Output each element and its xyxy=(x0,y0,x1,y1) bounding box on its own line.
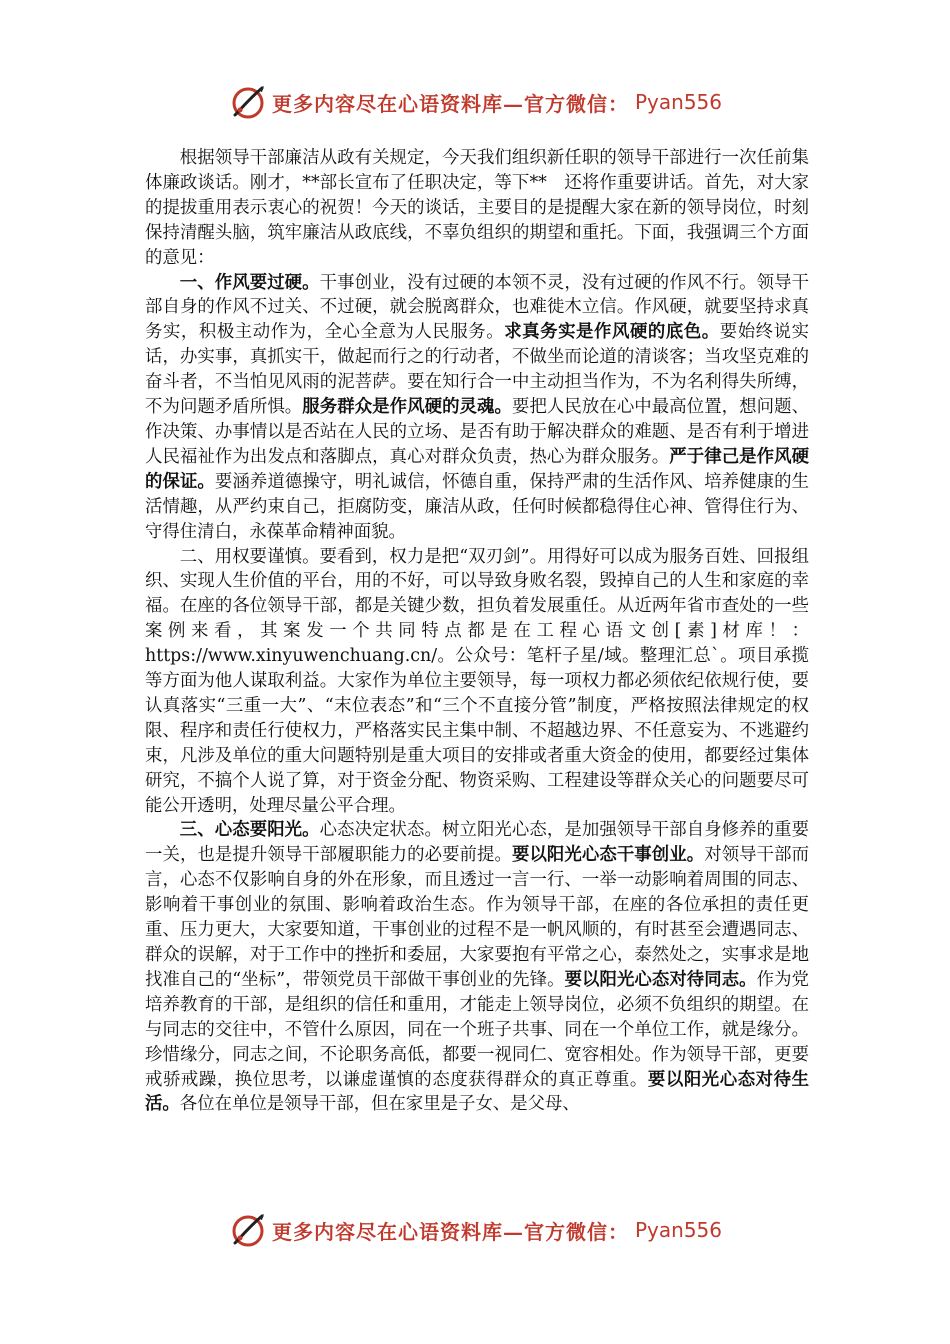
banner-text: 更多内容尽在心语资料库—官方微信： xyxy=(271,91,629,116)
bold-text: 要以阳光心态对待生活。 xyxy=(145,1069,809,1115)
banner-text: 更多内容尽在心语资料库—官方微信： xyxy=(271,1219,629,1244)
bold-text: 严于律己是作风硬的保证。 xyxy=(145,446,809,492)
body-text: 作为党培养教育的干部，是组织的信任和重用，才能走上领导岗位，必须不负组织的期望。在与同志的交往中，不管什么原因，同在一个班子共事、同在一个单位工作，就是缘分。珍惜缘分，同志之间，不论职务高低，都要一视同仁、宽容相处。作为领导干部，更要戒骄戒躁，换位思考，以谦虚谨慎的态度获得群众的真正尊重。 xyxy=(145,969,809,1090)
body-text: 各位在单位是领导干部，但在家里是子女、是父母、 xyxy=(179,1094,580,1115)
bold-text: 三、心态要阳光。 xyxy=(179,820,320,841)
calligraphy-brush-logo-icon xyxy=(228,1210,268,1250)
body-paragraph xyxy=(145,545,809,819)
body-text: 要涵养道德操守，明礼诚信，怀德自重，保持严肃的生活作风、培养健康的生活情趣，从严约束自己，拒腐防变，廉洁从政，任何时候都稳得住心神、管得住行为、守得住清白，永葆革命精神面貌。 xyxy=(145,471,809,542)
footer-banner xyxy=(0,1208,950,1252)
bold-text: 要以阳光心态对待同志。 xyxy=(564,969,757,990)
banner-wechat-id: Pyan556 xyxy=(634,90,722,114)
body-text: 二、用权要谨慎。要看到，权力是把“双刃剑”。用得好可以成为服务百姓、回报组织、实现人生价值的平台，用的不好，可以导致身败名裂，毁掉自己的人生和家庭的幸福。在座的各位领导干部，都是关键少数，担负着发展重任。从近两年省市查处的一些案例来看，其案发一个共同特点都是在工程心语文创[素]材库！：https://www.xinyuwenchuang.cn/。公众号：笔杆子星/域。整理汇总`。项目承揽等方面为他人谋取利益。大家作为单位主要领导，每一项权力都必须依纪依规行使，要认真落实“三重一大”、“末位表态”和“三个不直接分管”制度，严格按照法律规定的权限、程序和责任行使权力，严格落实民主集中制、不超越边界、不任意妄为、不逃避约束，凡涉及单位的重大问题特别是重大项目的安排或者重大资金的使用，都要经过集体研究，不搞个人说了算，对于资金分配、物资采购、工程建设等群众关心的问题要尽可能公开透明，处理尽量公平合理。 xyxy=(145,546,809,816)
body-paragraph xyxy=(145,146,809,271)
body-text: 要始终说实话，办实事，真抓实干，做起而行之的行动者，不做坐而论道的清谈客；当攻坚克难的奋斗者，不当怕见风雨的泥菩萨。要在知行合一中主动担当作为，不为名利得失所缚，不为问题矛盾所惧。 xyxy=(145,322,809,418)
document-body xyxy=(145,146,809,1117)
bold-text: 服务群众是作风硬的灵魂。 xyxy=(302,397,512,418)
header-banner xyxy=(0,80,950,124)
body-paragraph xyxy=(145,271,809,545)
body-text: 心态决定状态。树立阳光心态，是加强领导干部自身修养的重要一关，也是提升领导干部履职能力的必要前提。 xyxy=(145,820,809,866)
calligraphy-brush-logo-icon xyxy=(228,82,268,122)
banner-wechat-id: Pyan556 xyxy=(634,1218,722,1242)
bold-text: 求真务实是作风硬的底色。 xyxy=(504,322,720,343)
bold-text: 一、作风要过硬。 xyxy=(179,272,320,293)
bold-text: 要以阳光心态干事创业。 xyxy=(511,845,705,866)
body-text: 对领导干部而言，心态不仅影响自身的外在形象，而且透过一言一行、一举一动影响着周围的同志、影响着干事创业的氛围、影响着政治生态。作为领导干部，在座的各位承担的责任更重、压力更大，大家要知道，干事创业的过程不是一帆风顺的，有时甚至会遭遇同志、群众的误解，对于工作中的挫折和委屈，大家要抱有平常之心，泰然处之，实事求是地找准自己的“坐标”，带领党员干部做干事创业的先锋。 xyxy=(145,845,809,990)
body-text: 要把人民放在心中最高位置，想问题、作决策、办事情以是否站在人民的立场、是否有助于解决群众的难题、是否有利于增进人民福祉作为出发点和落脚点，真心对群众负责，热心为群众服务。 xyxy=(145,397,809,467)
body-text: 干事创业，没有过硬的本领不灵，没有过硬的作风不行。领导干部自身的作风不过关、不过硬，就会脱离群众，也难徙木立信。作风硬，就要坚持求真务实，积极主动作为，全心全意为人民服务。 xyxy=(145,272,809,343)
body-paragraph xyxy=(145,818,809,1117)
body-text: 根据领导干部廉洁从政有关规定，今天我们组织新任职的领导干部进行一次任前集体廉政谈话。刚才，**部长宣布了任职决定，等下** 还将作重要讲话。首先，对大家的提拔重用表示衷心的祝贺！今天的谈话，主要目的是提醒大家在新的领导岗位，时刻保持清醒头脑，筑牢廉洁从政底线，不辜负组织的期望和重托。下面，我强调三个方面的意见： xyxy=(145,148,809,268)
